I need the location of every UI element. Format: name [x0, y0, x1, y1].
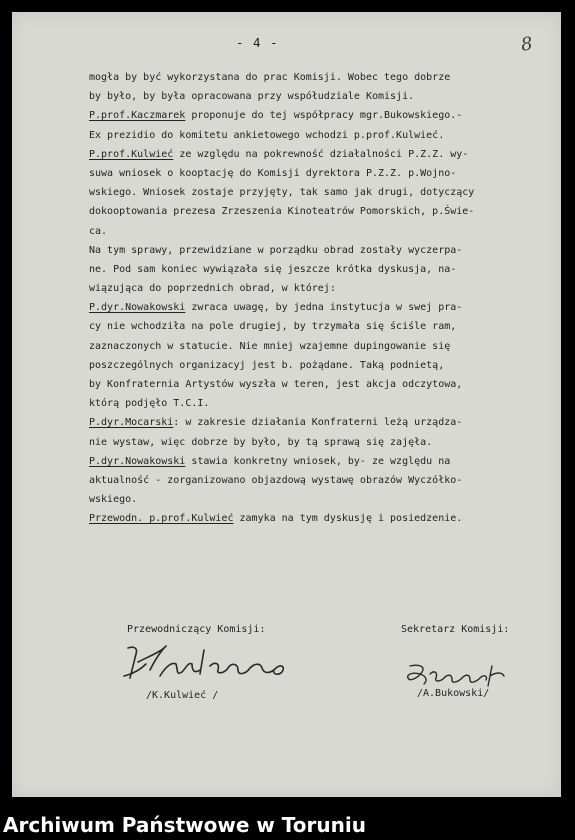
chairman-label: Przewodniczący Komisji:	[127, 624, 266, 635]
handwritten-folio-number: 8	[519, 33, 534, 56]
text-segment: stawia konkretny wniosek, by- ze względu na	[185, 455, 451, 467]
text-line	[89, 413, 569, 432]
chairman-typed-name: /K.Kulwieć /	[146, 690, 219, 701]
text-segment: Na tym sprawy, przewidziane w porządku obrad zostały wyczerpa-	[89, 244, 463, 256]
typed-minutes-text	[89, 68, 569, 529]
text-segment: ze względu na pokrewność działalności P.Z.Z. wy-	[173, 148, 469, 160]
underlined-speaker-name: P.dyr.Nowakowski	[89, 302, 186, 314]
text-line	[89, 106, 569, 125]
text-line	[89, 222, 569, 241]
underlined-speaker-name: P.dyr.Nowakowski	[89, 455, 186, 467]
text-segment: zwraca uwagę, by jedna instytucja w swej pra-	[185, 302, 463, 314]
text-line	[89, 183, 569, 202]
text-segment: Ex prezidio do komitetu ankietowego wchodzi p.prof.Kulwieć.	[89, 129, 445, 141]
secretary-typed-name: /A.Bukowski/	[417, 688, 490, 699]
text-segment: zamyka na tym dyskusję i posiedzenie.	[233, 513, 463, 525]
text-segment: by Konfraternia Artystów wyszła w teren, jest akcja odczytowa,	[89, 379, 463, 390]
text-segment: zaznaczonych w statucie. Nie mniej wzajemne dupingowanie się	[89, 340, 451, 352]
text-segment: nie wystaw, więc dobrze by było, by tą sprawą się zajęła.	[89, 436, 433, 448]
text-line	[89, 279, 569, 298]
text-line	[89, 145, 569, 164]
underlined-speaker-name: Przewodn. p.prof.Kulwieć	[89, 513, 234, 525]
underlined-speaker-name: P.prof.Kaczmarek	[89, 110, 186, 122]
text-line	[89, 433, 569, 452]
text-segment: cy nie wchodziła na pole drugiej, by trzymała się ściśle ram,	[89, 321, 457, 333]
text-line	[89, 68, 569, 87]
text-segment: wskiego.	[89, 494, 138, 506]
text-line	[89, 394, 569, 413]
text-segment: by było, by była opracowana przy współudziale Komisji.	[89, 91, 415, 103]
text-line	[89, 164, 569, 183]
text-segment: : w zakresie działania Konfraterni leżą urządza-	[173, 417, 463, 429]
page-number: - 4 -	[236, 35, 279, 50]
text-segment: dokooptowania prezesa Zrzeszenia Kinoteatrów Pomorskich, p.Świe-	[89, 206, 475, 218]
text-line	[89, 337, 569, 356]
text-line	[89, 490, 569, 509]
text-line	[89, 260, 569, 279]
secretary-label: Sekretarz Komisji:	[401, 624, 510, 635]
text-segment: wskiego. Wniosek zostaje przyjęty, tak samo jak drugi, dotyczący	[89, 187, 475, 199]
text-segment: ca.	[89, 225, 108, 237]
archive-footer-label: Archiwum Państwowe w Toruniu	[3, 813, 366, 837]
text-segment: proponuje do tej współpracy mgr.Bukowskiego.-	[185, 110, 463, 122]
text-line	[89, 298, 569, 317]
text-line	[89, 317, 569, 336]
text-line	[89, 471, 569, 490]
text-line	[89, 356, 569, 375]
text-segment: aktualność - zorganizowano objazdową wystawę obrazów Wyczółko-	[89, 474, 463, 486]
text-line	[89, 87, 569, 106]
chairman-signature	[120, 640, 290, 685]
text-line	[89, 202, 569, 221]
text-line	[89, 126, 569, 145]
text-line	[89, 452, 569, 471]
secretary-signature	[404, 660, 509, 690]
text-segment: ne. Pod sam koniec wywiązała się jeszcze krótka dyskusja, na-	[89, 263, 457, 275]
text-segment: wiązująca do poprzednich obrad, w której:	[89, 283, 336, 295]
underlined-speaker-name: P.dyr.Mocarski	[89, 417, 174, 429]
text-segment: mogła by być wykorzystana do prac Komisji. Wobec tego dobrze	[89, 72, 451, 83]
text-segment: suwa wniosek o kooptację do Komisji dyrektora P.Z.Z. p.Wojno-	[89, 167, 457, 179]
text-segment: którą podjęło T.C.I.	[89, 398, 210, 410]
underlined-speaker-name: P.prof.Kulwieć	[89, 148, 174, 160]
text-line	[89, 509, 569, 528]
text-line	[89, 241, 569, 260]
text-line	[89, 375, 569, 394]
text-segment: poszczególnych organizacyj jest b. pożądane. Taką podnietą,	[89, 359, 445, 371]
